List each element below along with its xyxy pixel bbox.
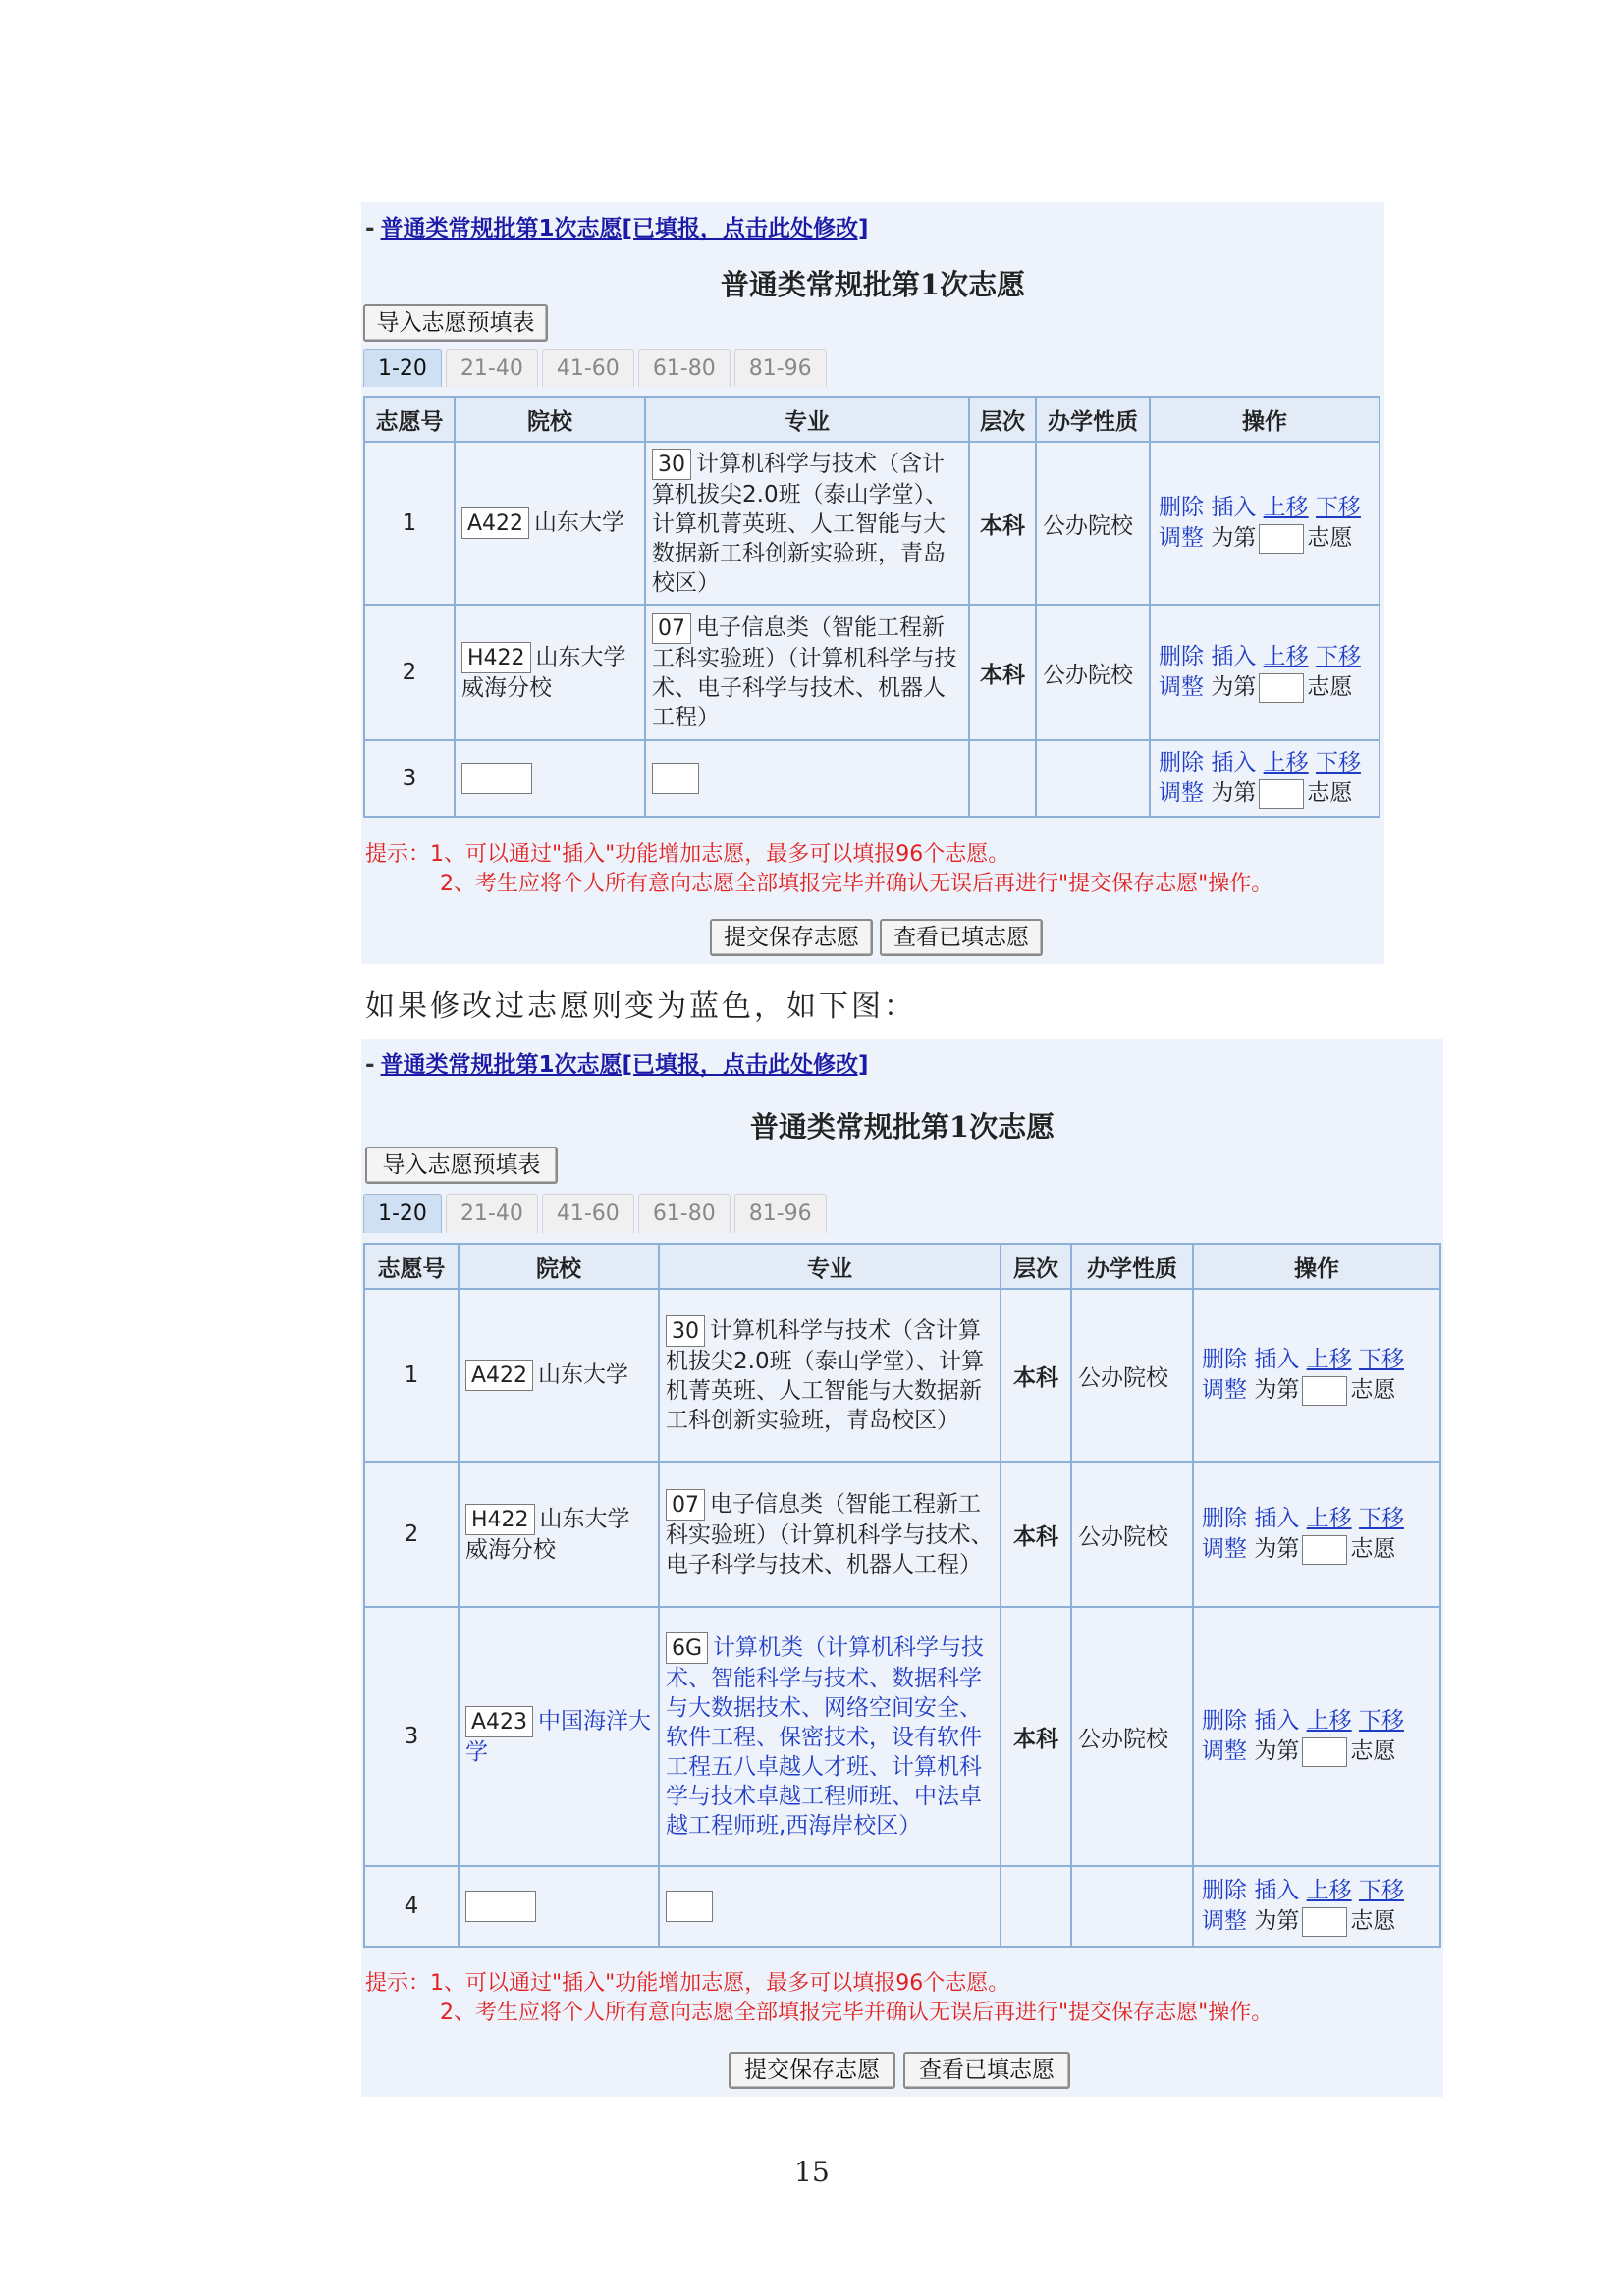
to-prefix: 为第 — [1211, 674, 1257, 700]
edit-volunteer-link[interactable] — [365, 210, 869, 242]
insert-link[interactable]: 插入 — [1211, 644, 1257, 669]
major-name: 计算机科学与技术（含计算机拔尖2.0班（泰山学堂）、计算机菁英班、人工智能与大数据新工科创新实验班，青岛校区） — [652, 451, 948, 596]
insert-link[interactable]: 插入 — [1211, 750, 1257, 775]
header-level: 层次 — [1001, 1244, 1071, 1289]
table-row — [364, 605, 1380, 740]
position-input[interactable] — [1259, 524, 1304, 554]
move-up-link[interactable]: 上移 — [1306, 1347, 1352, 1372]
view-filled-button[interactable]: 查看已填志愿 — [880, 919, 1043, 956]
move-down-link[interactable]: 下移 — [1358, 1347, 1404, 1372]
table-row-modified — [364, 1607, 1440, 1866]
tab-81-96[interactable]: 81-96 — [734, 1194, 827, 1233]
school-code-input[interactable]: H422 — [465, 1504, 535, 1535]
to-suffix: 志愿 — [1307, 525, 1353, 551]
major-code-input[interactable]: 30 — [666, 1315, 705, 1347]
delete-link[interactable]: 删除 — [1202, 1708, 1247, 1734]
to-suffix: 志愿 — [1307, 674, 1353, 700]
adjust-link[interactable]: 调整 — [1202, 1536, 1247, 1562]
to-prefix: 为第 — [1211, 525, 1257, 551]
school-name: 山东大学威海分校 — [461, 644, 626, 701]
tip-line-1: 1、可以通过"插入"功能增加志愿，最多可以填报96个志愿。 — [430, 1971, 1010, 1996]
volunteer-table — [363, 1243, 1441, 1948]
caption-text: 如果修改过志愿则变为蓝色，如下图： — [365, 989, 916, 1024]
import-prefill-button[interactable]: 导入志愿预填表 — [363, 304, 548, 342]
edit-volunteer-link[interactable] — [365, 1046, 869, 1079]
table-row — [364, 740, 1380, 817]
level: 本科 — [1001, 1607, 1071, 1866]
school-cell — [459, 1289, 659, 1462]
tip-line-1: 1、可以通过"插入"功能增加志愿，最多可以填报96个志愿。 — [430, 842, 1010, 867]
major-cell — [659, 1866, 1001, 1947]
major-name: 计算机科学与技术（含计算机拔尖2.0班（泰山学堂）、计算机菁英班、人工智能与大数据新工科创新实验班，青岛校区） — [666, 1317, 985, 1433]
move-down-link[interactable]: 下移 — [1358, 1506, 1404, 1531]
to-prefix: 为第 — [1254, 1536, 1300, 1562]
major-name: 计算机类（计算机科学与技术、智能科学与技术、数据科学与大数据技术、网络空间安全、软件工程、保密技术，设有软件工程五八卓越人才班、计算机科学与技术卓越工程师班、中法卓越工程师班,西海岸校区） — [666, 1634, 985, 1839]
insert-link[interactable]: 插入 — [1254, 1506, 1300, 1531]
ownership: 公办院校 — [1071, 1462, 1193, 1607]
volunteer-panel-modified — [361, 1039, 1443, 2097]
panel-title: 普通类常规批第1次志愿 — [749, 1110, 1056, 1144]
ownership — [1036, 740, 1150, 817]
major-code-input[interactable]: 30 — [652, 449, 691, 480]
header-operations: 操作 — [1193, 1244, 1440, 1289]
move-down-link[interactable]: 下移 — [1315, 750, 1361, 775]
tab-41-60[interactable]: 41-60 — [542, 349, 634, 387]
school-cell — [459, 1462, 659, 1607]
submit-save-button[interactable]: 提交保存志愿 — [729, 2052, 895, 2089]
major-code-input[interactable] — [652, 763, 699, 794]
insert-link[interactable]: 插入 — [1254, 1347, 1300, 1372]
tip-label: 提示： — [365, 842, 431, 867]
level: 本科 — [1001, 1462, 1071, 1607]
operations-cell — [1193, 1289, 1440, 1462]
tab-1-20[interactable]: 1-20 — [363, 1194, 442, 1233]
to-suffix: 志愿 — [1350, 1908, 1396, 1934]
school-code-input[interactable]: A422 — [465, 1360, 533, 1391]
volunteer-table — [363, 396, 1380, 818]
school-code-input[interactable]: A423 — [465, 1706, 533, 1737]
school-name: 山东大学 — [534, 509, 625, 536]
school-code-input[interactable] — [461, 763, 532, 794]
link-dash: - — [365, 216, 375, 241]
major-code-input[interactable]: 6G — [666, 1632, 708, 1664]
move-up-link[interactable]: 上移 — [1306, 1708, 1352, 1734]
move-up-link[interactable]: 上移 — [1263, 750, 1309, 775]
operations-cell — [1193, 1607, 1440, 1866]
position-input[interactable] — [1302, 1376, 1347, 1406]
volunteer-number: 3 — [364, 1607, 459, 1866]
tip-line-2: 2、考生应将个人所有意向志愿全部填报完毕并确认无误后再进行"提交保存志愿"操作。 — [440, 872, 1273, 896]
position-input[interactable] — [1302, 1907, 1347, 1937]
view-filled-button[interactable]: 查看已填志愿 — [903, 2052, 1070, 2089]
position-input[interactable] — [1259, 779, 1304, 809]
header-school: 院校 — [459, 1244, 659, 1289]
major-code-input[interactable]: 07 — [666, 1489, 705, 1521]
delete-link[interactable]: 删除 — [1202, 1878, 1247, 1903]
tab-61-80[interactable]: 61-80 — [638, 349, 731, 387]
volunteer-panel-original — [361, 202, 1384, 964]
volunteer-number: 3 — [364, 740, 455, 817]
submit-save-button[interactable]: 提交保存志愿 — [710, 919, 873, 956]
to-suffix: 志愿 — [1350, 1536, 1396, 1562]
tip-label: 提示： — [365, 1971, 431, 1996]
operations-cell — [1150, 442, 1380, 605]
tab-1-20[interactable]: 1-20 — [363, 349, 442, 387]
ownership — [1071, 1866, 1193, 1947]
school-code-input[interactable] — [465, 1891, 536, 1922]
to-prefix: 为第 — [1254, 1377, 1300, 1403]
major-cell — [645, 740, 969, 817]
adjust-link[interactable]: 调整 — [1202, 1738, 1247, 1764]
ownership: 公办院校 — [1036, 442, 1150, 605]
insert-link[interactable]: 插入 — [1211, 495, 1257, 520]
major-cell — [659, 1289, 1001, 1462]
school-name: 山东大学 — [538, 1362, 629, 1388]
header-ownership: 办学性质 — [1036, 397, 1150, 442]
level — [1001, 1866, 1071, 1947]
page-tabs — [363, 1194, 827, 1233]
adjust-link[interactable]: 调整 — [1159, 780, 1204, 806]
header-volunteer-number: 志愿号 — [364, 1244, 459, 1289]
position-input[interactable] — [1259, 673, 1304, 703]
table-row — [364, 1462, 1440, 1607]
school-code-input[interactable]: A422 — [461, 507, 529, 539]
link-dash: - — [365, 1052, 375, 1078]
header-major: 专业 — [659, 1244, 1001, 1289]
tab-61-80[interactable]: 61-80 — [638, 1194, 731, 1233]
tab-21-40[interactable]: 21-40 — [446, 1194, 538, 1233]
school-name: 山东大学威海分校 — [465, 1506, 630, 1563]
table-row — [364, 442, 1380, 605]
table-header-row — [364, 397, 1380, 442]
insert-link[interactable]: 插入 — [1254, 1878, 1300, 1903]
school-name: 中国海洋大学 — [465, 1708, 652, 1765]
level: 本科 — [969, 605, 1036, 740]
table-header-row — [364, 1244, 1440, 1289]
panel-title: 普通类常规批第1次志愿 — [720, 268, 1026, 301]
header-major: 专业 — [645, 397, 969, 442]
operations-cell — [1150, 740, 1380, 817]
major-code-input[interactable] — [666, 1891, 713, 1922]
tab-41-60[interactable]: 41-60 — [542, 1194, 634, 1233]
import-prefill-button[interactable]: 导入志愿预填表 — [365, 1147, 558, 1184]
ownership: 公办院校 — [1071, 1289, 1193, 1462]
adjust-link[interactable]: 调整 — [1202, 1908, 1247, 1934]
position-input[interactable] — [1302, 1737, 1347, 1767]
edit-volunteer-link-text[interactable]: 普通类常规批第1次志愿[已填报，点击此处修改] — [380, 1052, 869, 1078]
header-volunteer-number: 志愿号 — [364, 397, 455, 442]
tip-line-2: 2、考生应将个人所有意向志愿全部填报完毕并确认无误后再进行"提交保存志愿"操作。 — [440, 2001, 1273, 2025]
volunteer-number: 4 — [364, 1866, 459, 1947]
school-code-input[interactable]: H422 — [461, 642, 531, 673]
delete-link[interactable]: 删除 — [1159, 644, 1204, 669]
school-cell — [459, 1866, 659, 1947]
move-down-link[interactable]: 下移 — [1358, 1708, 1404, 1734]
level: 本科 — [1001, 1289, 1071, 1462]
school-cell — [455, 605, 645, 740]
to-prefix: 为第 — [1254, 1738, 1300, 1764]
move-up-link[interactable]: 上移 — [1306, 1506, 1352, 1531]
adjust-link[interactable]: 调整 — [1159, 674, 1204, 700]
school-cell — [459, 1607, 659, 1866]
tips — [365, 1969, 1272, 2028]
header-level: 层次 — [969, 397, 1036, 442]
school-cell — [455, 740, 645, 817]
level — [969, 740, 1036, 817]
tips — [365, 840, 1272, 899]
to-prefix: 为第 — [1211, 780, 1257, 806]
delete-link[interactable]: 删除 — [1159, 495, 1204, 520]
edit-volunteer-link-text[interactable]: 普通类常规批第1次志愿[已填报，点击此处修改] — [380, 216, 869, 241]
volunteer-number: 1 — [364, 442, 455, 605]
header-school: 院校 — [455, 397, 645, 442]
move-down-link[interactable]: 下移 — [1315, 644, 1361, 669]
move-down-link[interactable]: 下移 — [1315, 495, 1361, 520]
ownership: 公办院校 — [1071, 1607, 1193, 1866]
move-up-link[interactable]: 上移 — [1263, 495, 1309, 520]
volunteer-number: 1 — [364, 1289, 459, 1462]
tab-21-40[interactable]: 21-40 — [446, 349, 538, 387]
move-up-link[interactable]: 上移 — [1306, 1878, 1352, 1903]
to-suffix: 志愿 — [1350, 1377, 1396, 1403]
header-operations: 操作 — [1150, 397, 1380, 442]
major-cell — [659, 1607, 1001, 1866]
to-prefix: 为第 — [1254, 1908, 1300, 1934]
table-row — [364, 1289, 1440, 1462]
major-code-input[interactable]: 07 — [652, 613, 691, 644]
operations-cell — [1150, 605, 1380, 740]
move-up-link[interactable]: 上移 — [1263, 644, 1309, 669]
page-number: 15 — [794, 2156, 830, 2188]
to-suffix: 志愿 — [1307, 780, 1353, 806]
move-down-link[interactable]: 下移 — [1358, 1878, 1404, 1903]
major-cell — [645, 605, 969, 740]
tab-81-96[interactable]: 81-96 — [734, 349, 827, 387]
insert-link[interactable]: 插入 — [1254, 1708, 1300, 1734]
operations-cell — [1193, 1462, 1440, 1607]
delete-link[interactable]: 删除 — [1202, 1506, 1247, 1531]
major-cell — [659, 1462, 1001, 1607]
volunteer-number: 2 — [364, 605, 455, 740]
ownership: 公办院校 — [1036, 605, 1150, 740]
operations-cell — [1193, 1866, 1440, 1947]
delete-link[interactable]: 删除 — [1202, 1347, 1247, 1372]
delete-link[interactable]: 删除 — [1159, 750, 1204, 775]
page-tabs — [363, 349, 827, 387]
table-row — [364, 1866, 1440, 1947]
major-name: 电子信息类（智能工程新工科实验班）（计算机科学与技术、电子科学与技术、机器人工程） — [666, 1491, 994, 1577]
position-input[interactable] — [1302, 1535, 1347, 1565]
adjust-link[interactable]: 调整 — [1202, 1377, 1247, 1403]
volunteer-number: 2 — [364, 1462, 459, 1607]
level: 本科 — [969, 442, 1036, 605]
adjust-link[interactable]: 调整 — [1159, 525, 1204, 551]
major-name: 电子信息类（智能工程新工科实验班）（计算机科学与技术、电子科学与技术、机器人工程） — [652, 614, 957, 730]
header-ownership: 办学性质 — [1071, 1244, 1193, 1289]
major-cell — [645, 442, 969, 605]
to-suffix: 志愿 — [1350, 1738, 1396, 1764]
school-cell — [455, 442, 645, 605]
